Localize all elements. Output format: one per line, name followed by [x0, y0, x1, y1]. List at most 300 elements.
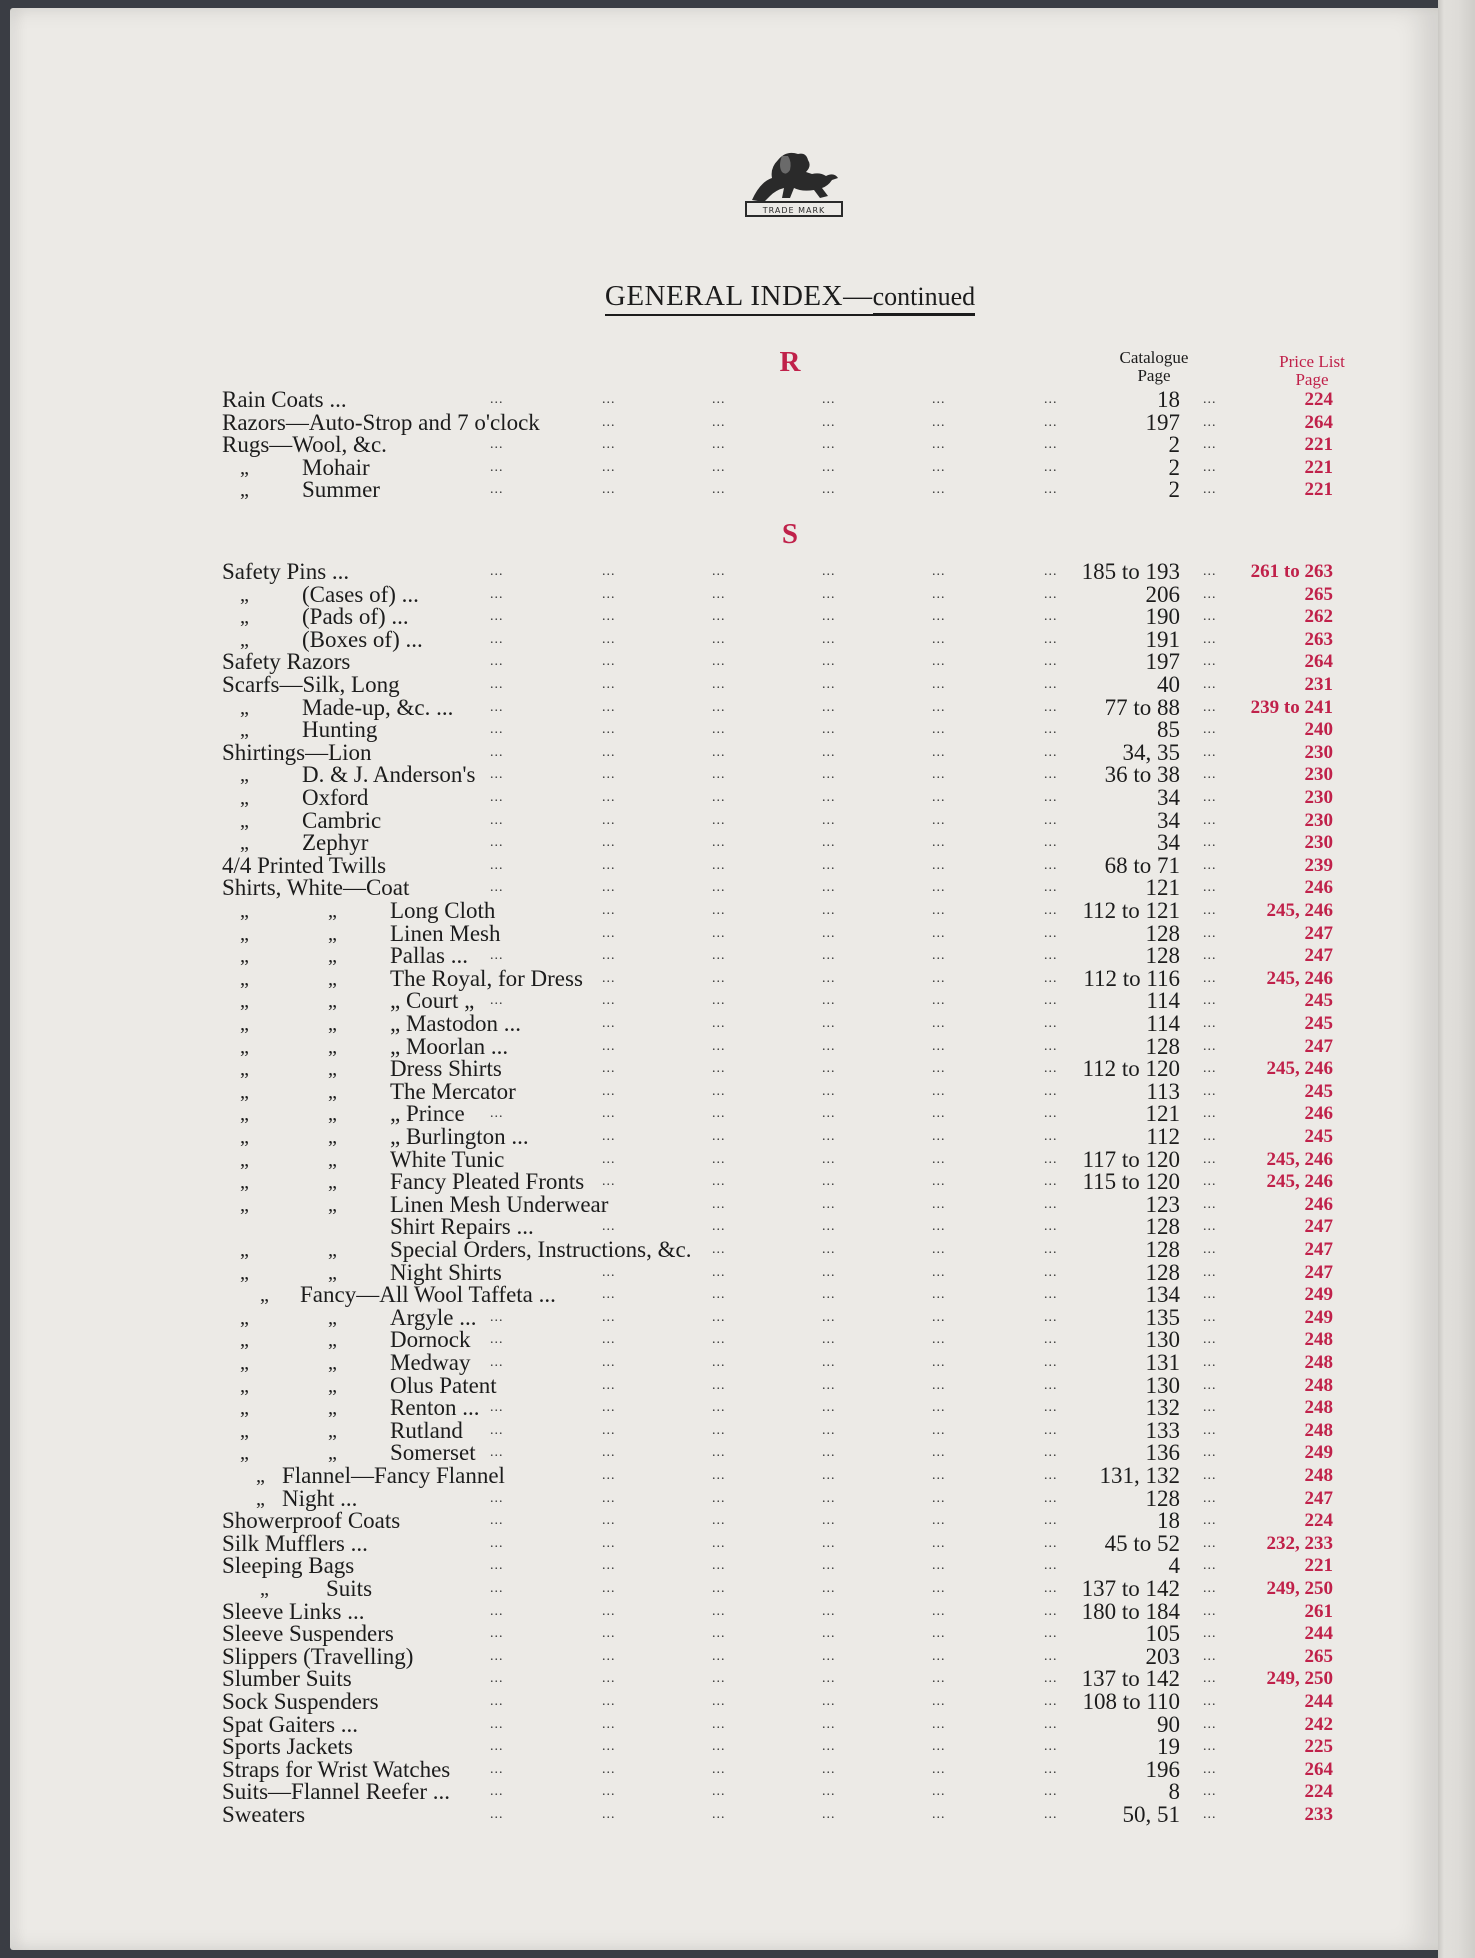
leader-dots: ...	[932, 1422, 946, 1438]
leader-dots: ...	[602, 414, 616, 430]
price-header-line-1: Price List	[1279, 352, 1345, 371]
leader-dots: ...	[932, 482, 946, 498]
leader-dots: ...	[602, 609, 616, 625]
ditto-mark: „	[328, 922, 337, 945]
leader-dots: ...	[932, 437, 946, 453]
leader-dots: ...	[490, 437, 504, 453]
leader-dots: ...	[602, 1626, 616, 1642]
catalogue-header-line-1: Catalogue	[1119, 348, 1189, 367]
leader-dots: ...	[822, 1287, 836, 1303]
leader-dots: ...	[490, 835, 504, 851]
leader-dots: ...	[1203, 1242, 1217, 1257]
leader-dots: ...	[932, 1716, 946, 1732]
price-list-page-number: 263	[1304, 628, 1333, 650]
leader-dots: ...	[1044, 1083, 1058, 1099]
leader-dots: ...	[602, 1219, 616, 1235]
index-entry	[10, 852, 1475, 878]
leader-dots: ...	[602, 1400, 616, 1416]
leader-dots: ...	[822, 1038, 836, 1054]
leader-dots: ...	[602, 654, 616, 670]
ditto-mark: „	[240, 583, 249, 606]
catalogue-page-number: 128	[1145, 920, 1180, 946]
leader-dots: ...	[490, 1106, 504, 1122]
catalogue-page-number: 2	[1168, 454, 1180, 480]
entry-name: Linen Mesh	[390, 920, 501, 946]
price-list-page-number: 249, 250	[1266, 1668, 1333, 1690]
catalogue-page-number: 115 to 120	[1082, 1169, 1180, 1195]
price-list-page-number: 249	[1304, 1284, 1333, 1306]
leader-dots: ...	[932, 1129, 946, 1144]
catalogue-page-number: 90	[1157, 1711, 1180, 1737]
leader-dots: ...	[490, 722, 504, 738]
leader-dots: ...	[712, 1151, 726, 1167]
leader-dots: ...	[822, 1377, 836, 1393]
index-entry	[10, 1598, 1475, 1624]
price-list-page-number: 249	[1304, 1442, 1333, 1464]
leader-dots: ...	[490, 654, 504, 670]
price-list-page-number: 245	[1304, 1126, 1333, 1147]
leader-dots: ...	[712, 1174, 726, 1190]
leader-dots: ...	[490, 1784, 504, 1800]
leader-dots: ...	[490, 1422, 504, 1438]
leader-dots: ...	[712, 1648, 726, 1664]
leader-dots: ...	[1203, 586, 1217, 602]
price-list-page-number: 248	[1304, 1329, 1333, 1351]
entry-name: „ Moorlan ...	[390, 1033, 509, 1059]
leader-dots: ...	[1044, 767, 1058, 783]
price-list-page-number: 224	[1304, 1781, 1333, 1803]
price-list-page-number: 244	[1304, 1623, 1333, 1645]
entry-name: Renton ...	[390, 1395, 480, 1421]
leader-dots: ...	[932, 414, 946, 430]
catalogue-page-number: 8	[1168, 1779, 1180, 1805]
ditto-mark: „	[240, 1419, 249, 1442]
leader-dots: ...	[1203, 835, 1217, 851]
leader-dots: ...	[712, 1083, 726, 1099]
leader-dots: ...	[1203, 1535, 1217, 1551]
leader-dots: ...	[932, 1332, 946, 1348]
entry-name: „ Mastodon ...	[390, 1011, 521, 1036]
leader-dots: ...	[490, 1355, 504, 1370]
leader-dots: ...	[932, 1445, 946, 1461]
entry-name: Mohair	[302, 454, 370, 480]
price-list-page-number: 247	[1304, 922, 1333, 944]
leader-dots: ...	[932, 1784, 946, 1800]
index-entry	[10, 561, 1475, 584]
leader-dots: ...	[1044, 1671, 1058, 1687]
leader-dots: ...	[602, 1716, 616, 1732]
entry-name: Safety Pins ...	[222, 559, 350, 584]
leader-dots: ...	[1203, 812, 1217, 828]
leader-dots: ...	[712, 459, 726, 475]
leader-dots: ...	[712, 1513, 726, 1529]
page-heading	[10, 280, 1475, 313]
leader-dots: ...	[712, 564, 726, 579]
catalogue-page-number: 190	[1145, 604, 1180, 630]
leader-dots: ...	[490, 1739, 504, 1755]
leader-dots: ...	[1203, 1739, 1217, 1755]
ditto-mark: „	[240, 1148, 249, 1171]
leader-dots: ...	[932, 790, 946, 805]
leader-dots: ...	[602, 812, 616, 828]
leader-dots: ...	[602, 677, 616, 692]
leader-dots: ...	[822, 414, 836, 430]
index-entry	[10, 1146, 1475, 1172]
leader-dots: ...	[490, 1716, 504, 1732]
leader-dots: ...	[1203, 1400, 1217, 1416]
leader-dots: ...	[932, 392, 946, 407]
leader-dots: ...	[490, 1603, 504, 1619]
index-entry	[10, 920, 1475, 946]
index-entry	[10, 1352, 1475, 1375]
leader-dots: ...	[712, 1309, 726, 1325]
catalogue-page-number: 130	[1145, 1372, 1180, 1398]
entry-name: „ Prince	[390, 1101, 465, 1127]
ditto-mark: „	[240, 809, 249, 832]
price-list-page-number: 221	[1304, 434, 1333, 456]
leader-dots: ...	[1203, 1196, 1217, 1212]
catalogue-page-number: 133	[1145, 1417, 1180, 1443]
index-entry	[10, 1259, 1475, 1285]
catalogue-page-number: 34	[1157, 830, 1180, 856]
section-letter-r: R	[779, 346, 801, 378]
entry-name: Night ...	[282, 1485, 358, 1511]
entry-name: (Pads of) ...	[302, 604, 409, 630]
leader-dots: ...	[822, 744, 836, 760]
leader-dots: ...	[712, 654, 726, 670]
leader-dots: ...	[712, 1061, 726, 1077]
leader-dots: ...	[1044, 993, 1058, 1009]
leader-dots: ...	[932, 1400, 946, 1416]
catalogue-page-number: 131	[1145, 1350, 1180, 1375]
leader-dots: ...	[490, 1445, 504, 1461]
leader-dots: ...	[1203, 1106, 1217, 1122]
index-entry	[10, 1058, 1475, 1081]
leader-dots: ...	[602, 1038, 616, 1054]
leader-dots: ...	[1044, 1106, 1058, 1122]
leader-dots: ...	[1203, 1761, 1217, 1777]
index-entry	[10, 787, 1475, 810]
leader-dots: ...	[1203, 1716, 1217, 1732]
catalogue-page-number: 137 to 142	[1081, 1666, 1180, 1692]
leader-dots: ...	[932, 880, 946, 896]
leader-dots: ...	[932, 631, 946, 647]
price-list-page-number: 264	[1304, 411, 1333, 433]
leader-dots: ...	[712, 857, 726, 873]
leader-dots: ...	[712, 1716, 726, 1732]
index-entry	[10, 877, 1475, 900]
entry-name: Rutland	[390, 1417, 463, 1443]
catalogue-page-number: 2	[1168, 477, 1180, 503]
catalogue-page-number: 123	[1145, 1191, 1180, 1217]
entry-name: Razors—Auto-Strop and 7 o'clock	[222, 409, 540, 435]
ditto-mark: „	[240, 990, 249, 1013]
leader-dots: ...	[1203, 1422, 1217, 1438]
leader-dots: ...	[822, 459, 836, 475]
leader-dots: ...	[1044, 880, 1058, 896]
leader-dots: ...	[490, 609, 504, 625]
leader-dots: ...	[712, 1106, 726, 1122]
leader-dots: ...	[822, 1490, 836, 1506]
leader-dots: ...	[1203, 609, 1217, 625]
leader-dots: ...	[602, 1377, 616, 1393]
leader-dots: ...	[932, 1377, 946, 1393]
leader-dots: ...	[602, 482, 616, 498]
price-list-page-number: 230	[1304, 809, 1333, 831]
ditto-mark: „	[240, 945, 249, 968]
price-list-page-number: 245	[1304, 1013, 1333, 1034]
entry-name: Somerset	[390, 1440, 476, 1466]
leader-dots: ...	[822, 1716, 836, 1732]
catalogue-page-number: 197	[1145, 649, 1180, 675]
leader-dots: ...	[1203, 1558, 1217, 1574]
ditto-mark: „	[240, 922, 249, 945]
entry-name: Oxford	[302, 785, 369, 810]
entry-name: Shirt Repairs ...	[390, 1214, 534, 1240]
ditto-mark: „	[240, 764, 249, 787]
leader-dots: ...	[932, 1535, 946, 1551]
leader-dots: ...	[490, 1535, 504, 1551]
leader-dots: ...	[1044, 1016, 1058, 1031]
leader-dots: ...	[822, 1061, 836, 1077]
leader-dots: ...	[712, 1219, 726, 1235]
catalogue-page-number: 128	[1145, 1214, 1180, 1240]
index-entry	[10, 1372, 1475, 1398]
leader-dots: ...	[932, 1174, 946, 1190]
index-entry	[10, 1643, 1475, 1669]
price-list-page-number: 230	[1304, 764, 1333, 786]
leader-dots: ...	[712, 1377, 726, 1393]
price-list-page-number: 247	[1304, 1487, 1333, 1509]
leader-dots: ...	[602, 1264, 616, 1280]
ditto-mark: „	[240, 1397, 249, 1420]
ditto-mark: „	[240, 1239, 249, 1261]
leader-dots: ...	[1044, 437, 1058, 453]
leader-dots: ...	[712, 631, 726, 647]
leader-dots: ...	[932, 1807, 946, 1822]
ditto-mark: „	[328, 1103, 337, 1126]
leader-dots: ...	[490, 1581, 504, 1596]
leader-dots: ...	[822, 1332, 836, 1348]
leader-dots: ...	[822, 1196, 836, 1212]
leader-dots: ...	[1203, 903, 1217, 918]
leader-dots: ...	[712, 1490, 726, 1506]
leader-dots: ...	[602, 459, 616, 475]
leader-dots: ...	[1203, 767, 1217, 783]
leader-dots: ...	[490, 744, 504, 760]
entry-name: Rain Coats ...	[222, 387, 347, 412]
leader-dots: ...	[602, 1558, 616, 1574]
catalogue-page-number: 34	[1157, 807, 1180, 833]
leader-dots: ...	[1044, 1355, 1058, 1370]
ditto-mark: „	[328, 1261, 337, 1284]
leader-dots: ...	[1203, 437, 1217, 453]
ditto-mark: „	[240, 1261, 249, 1284]
leader-dots: ...	[932, 1355, 946, 1370]
ditto-mark: „	[256, 1487, 265, 1510]
entry-name: Shirts, White—Coat	[222, 875, 410, 901]
ditto-mark: „	[328, 1329, 337, 1352]
leader-dots: ...	[602, 1083, 616, 1099]
leader-dots: ...	[822, 722, 836, 738]
leader-dots: ...	[602, 970, 616, 986]
leader-dots: ...	[602, 1174, 616, 1190]
index-entry	[10, 434, 1475, 457]
leader-dots: ...	[1203, 1174, 1217, 1190]
price-list-page-number: 247	[1304, 1216, 1333, 1238]
catalogue-page-number: 105	[1145, 1621, 1180, 1647]
leader-dots: ...	[932, 1219, 946, 1235]
price-list-page-number: 249, 250	[1266, 1578, 1333, 1599]
leader-dots: ...	[1044, 1264, 1058, 1280]
leader-dots: ...	[602, 1761, 616, 1777]
price-list-page-number: 221	[1304, 479, 1333, 501]
leader-dots: ...	[1044, 1784, 1058, 1800]
leader-dots: ...	[1044, 459, 1058, 475]
leader-dots: ...	[1203, 993, 1217, 1009]
entry-name: Sweaters	[222, 1802, 306, 1827]
ditto-mark: „	[328, 1352, 337, 1374]
leader-dots: ...	[490, 1807, 504, 1822]
leader-dots: ...	[822, 1513, 836, 1529]
ditto-mark: „	[328, 1013, 337, 1035]
leader-dots: ...	[712, 993, 726, 1009]
leader-dots: ...	[602, 1309, 616, 1325]
leader-dots: ...	[490, 767, 504, 783]
ditto-mark: „	[240, 1035, 249, 1058]
leader-dots: ...	[932, 767, 946, 783]
catalogue-header-line-2: Page	[1137, 366, 1171, 385]
leader-dots: ...	[932, 1309, 946, 1325]
price-list-page-number: 261	[1304, 1600, 1333, 1622]
leader-dots: ...	[822, 1242, 836, 1257]
entry-name: Fancy Pleated Fronts	[390, 1169, 585, 1195]
leader-dots: ...	[1044, 1694, 1058, 1709]
leader-dots: ...	[490, 948, 504, 964]
leader-dots: ...	[822, 1129, 836, 1144]
ditto-mark: „	[240, 1193, 249, 1216]
leader-dots: ...	[822, 631, 836, 647]
leader-dots: ...	[490, 1761, 504, 1777]
entry-name: Argyle ...	[390, 1304, 477, 1330]
index-entry	[10, 807, 1475, 833]
leader-dots: ...	[1044, 1174, 1058, 1190]
leader-dots: ...	[822, 1083, 836, 1099]
leader-dots: ...	[602, 1332, 616, 1348]
catalogue-page	[10, 8, 1438, 1950]
leader-dots: ...	[822, 1558, 836, 1574]
price-list-page-number: 245	[1304, 1080, 1333, 1102]
leader-dots: ...	[932, 1671, 946, 1687]
index-entry	[10, 1417, 1475, 1443]
leader-dots: ...	[822, 1400, 836, 1416]
entry-name: Night Shirts	[390, 1259, 502, 1285]
catalogue-page-number: 128	[1145, 1485, 1180, 1511]
leader-dots: ...	[1203, 1377, 1217, 1393]
index-entry	[10, 764, 1475, 787]
price-list-page-number: 221	[1304, 456, 1333, 478]
catalogue-page-number: 2	[1168, 432, 1180, 458]
leader-dots: ...	[1203, 1445, 1217, 1461]
ditto-mark: „	[240, 1306, 249, 1329]
leader-dots: ...	[822, 1784, 836, 1800]
index-entry	[10, 626, 1475, 652]
price-list-page-number: 247	[1304, 945, 1333, 967]
ditto-mark: „	[328, 1239, 337, 1261]
leader-dots: ...	[822, 1648, 836, 1664]
price-list-page-number: 225	[1304, 1736, 1333, 1758]
leader-dots: ...	[712, 699, 726, 715]
price-list-page-number: 245	[1304, 990, 1333, 1012]
leader-dots: ...	[932, 677, 946, 692]
leader-dots: ...	[1044, 1716, 1058, 1732]
price-list-page-number: 239 to 241	[1250, 696, 1333, 718]
leader-dots: ...	[1044, 835, 1058, 851]
ditto-mark: „	[328, 945, 337, 968]
index-entry	[10, 389, 1475, 412]
leader-dots: ...	[822, 857, 836, 873]
catalogue-page-number: 117 to 120	[1082, 1146, 1180, 1172]
leader-dots: ...	[932, 744, 946, 760]
leader-dots: ...	[932, 925, 946, 941]
leader-dots: ...	[822, 1626, 836, 1642]
price-list-page-number: 264	[1304, 1758, 1333, 1780]
entry-name: Spat Gaiters ...	[222, 1711, 359, 1737]
price-list-page-number: 262	[1304, 606, 1333, 628]
leader-dots: ...	[1044, 1129, 1058, 1144]
leader-dots: ...	[822, 586, 836, 602]
leader-dots: ...	[1044, 1445, 1058, 1461]
leader-dots: ...	[1203, 948, 1217, 964]
leader-dots: ...	[712, 948, 726, 964]
index-entry	[10, 1304, 1475, 1330]
leader-dots: ...	[712, 677, 726, 692]
catalogue-page-number: 128	[1145, 1033, 1180, 1059]
next-page-edge	[1438, 0, 1475, 1958]
leader-dots: ...	[602, 1739, 616, 1755]
index-entry	[10, 1103, 1475, 1126]
leader-dots: ...	[490, 1400, 504, 1416]
catalogue-page-number: 112 to 116	[1083, 965, 1180, 991]
leader-dots: ...	[602, 948, 616, 964]
index-entry	[10, 1033, 1475, 1059]
leader-dots: ...	[712, 1558, 726, 1574]
index-entry	[10, 1510, 1475, 1533]
price-list-page-number: 239	[1304, 854, 1333, 876]
catalogue-page-number: 197	[1145, 409, 1180, 435]
index-entry	[10, 1691, 1475, 1714]
leader-dots: ...	[712, 903, 726, 918]
leader-dots: ...	[1044, 1219, 1058, 1235]
leader-dots: ...	[1044, 1377, 1058, 1393]
catalogue-page-number: 45 to 52	[1104, 1530, 1180, 1556]
leader-dots: ...	[602, 1129, 616, 1144]
entry-name: Slumber Suits	[222, 1666, 352, 1692]
leader-dots: ...	[1203, 1038, 1217, 1054]
index-entry	[10, 1216, 1475, 1239]
ditto-mark: „	[240, 1442, 249, 1465]
entry-name: Summer	[302, 477, 380, 503]
leader-dots: ...	[602, 1151, 616, 1167]
ditto-mark: „	[328, 1035, 337, 1058]
ditto-mark: „	[240, 1058, 249, 1081]
leader-dots: ...	[1203, 1581, 1217, 1596]
entry-name: D. & J. Anderson's	[302, 762, 476, 788]
price-list-page-number: 247	[1304, 1261, 1333, 1283]
leader-dots: ...	[822, 903, 836, 918]
entry-name: Sports Jackets	[222, 1734, 353, 1760]
leader-dots: ...	[490, 993, 504, 1009]
